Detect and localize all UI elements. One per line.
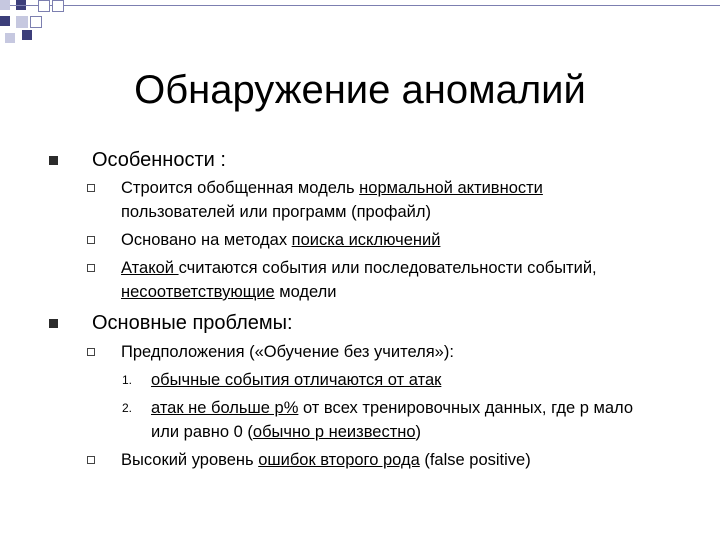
item-continuation xyxy=(151,420,421,444)
deco-square-5 xyxy=(22,30,32,40)
numbered-item: обычные события отличаются от атак xyxy=(151,371,442,389)
deco-square-4 xyxy=(16,16,28,28)
section-bullet xyxy=(49,156,58,165)
item-text: от всех тренировочных данных, где р мало xyxy=(298,399,634,417)
item-underlined-text: ошибок второго рода xyxy=(258,451,420,469)
item-underlined-text: Атакой xyxy=(121,259,179,277)
item-underlined-text: нормальной активности xyxy=(359,179,543,197)
checkbox-bullet-icon xyxy=(87,348,95,356)
item-text: или равно 0 ( xyxy=(151,423,253,441)
section-heading: Особенности : xyxy=(92,149,226,171)
list-item xyxy=(121,448,531,472)
item-underlined-text: поиска исключений xyxy=(291,231,441,249)
item-continuation xyxy=(121,280,337,304)
item-underlined-text: атак не больше р% xyxy=(151,399,299,417)
page-title: Обнаружение аномалий xyxy=(134,68,586,112)
list-item xyxy=(121,256,597,280)
rule-square-1 xyxy=(38,0,50,12)
item-text: Основано на методах xyxy=(121,231,292,249)
item-text: (false positive) xyxy=(419,451,531,469)
rule-square-2 xyxy=(52,0,64,12)
item-continuation: пользователей или программ (профайл) xyxy=(121,203,431,221)
deco-square-3 xyxy=(0,16,10,26)
section-heading: Основные проблемы: xyxy=(92,312,293,334)
deco-square-6 xyxy=(5,33,15,43)
top-rule-line xyxy=(10,5,720,6)
item-text: модели xyxy=(274,283,337,301)
section-bullet xyxy=(49,319,58,328)
deco-square-1 xyxy=(0,0,10,10)
deco-square-7 xyxy=(30,16,42,28)
checkbox-bullet-icon xyxy=(87,236,95,244)
item-underlined-text: обычно р неизвестно xyxy=(252,423,416,441)
list-item xyxy=(121,176,543,200)
list-item: Предположения («Обучение без учителя»): xyxy=(121,343,454,361)
item-text: считаются события или последовательности событий, xyxy=(178,259,597,277)
item-text: Строится обобщенная модель xyxy=(121,179,360,197)
checkbox-bullet-icon xyxy=(87,264,95,272)
list-number: 2. xyxy=(122,401,133,415)
item-text: Высокий уровень xyxy=(121,451,259,469)
list-number: 1. xyxy=(122,373,133,387)
item-text: ) xyxy=(415,423,422,441)
checkbox-bullet-icon xyxy=(87,456,95,464)
numbered-item xyxy=(151,396,633,420)
item-underlined-text: несоответствующие xyxy=(121,283,275,301)
checkbox-bullet-icon xyxy=(87,184,95,192)
list-item xyxy=(121,228,440,252)
